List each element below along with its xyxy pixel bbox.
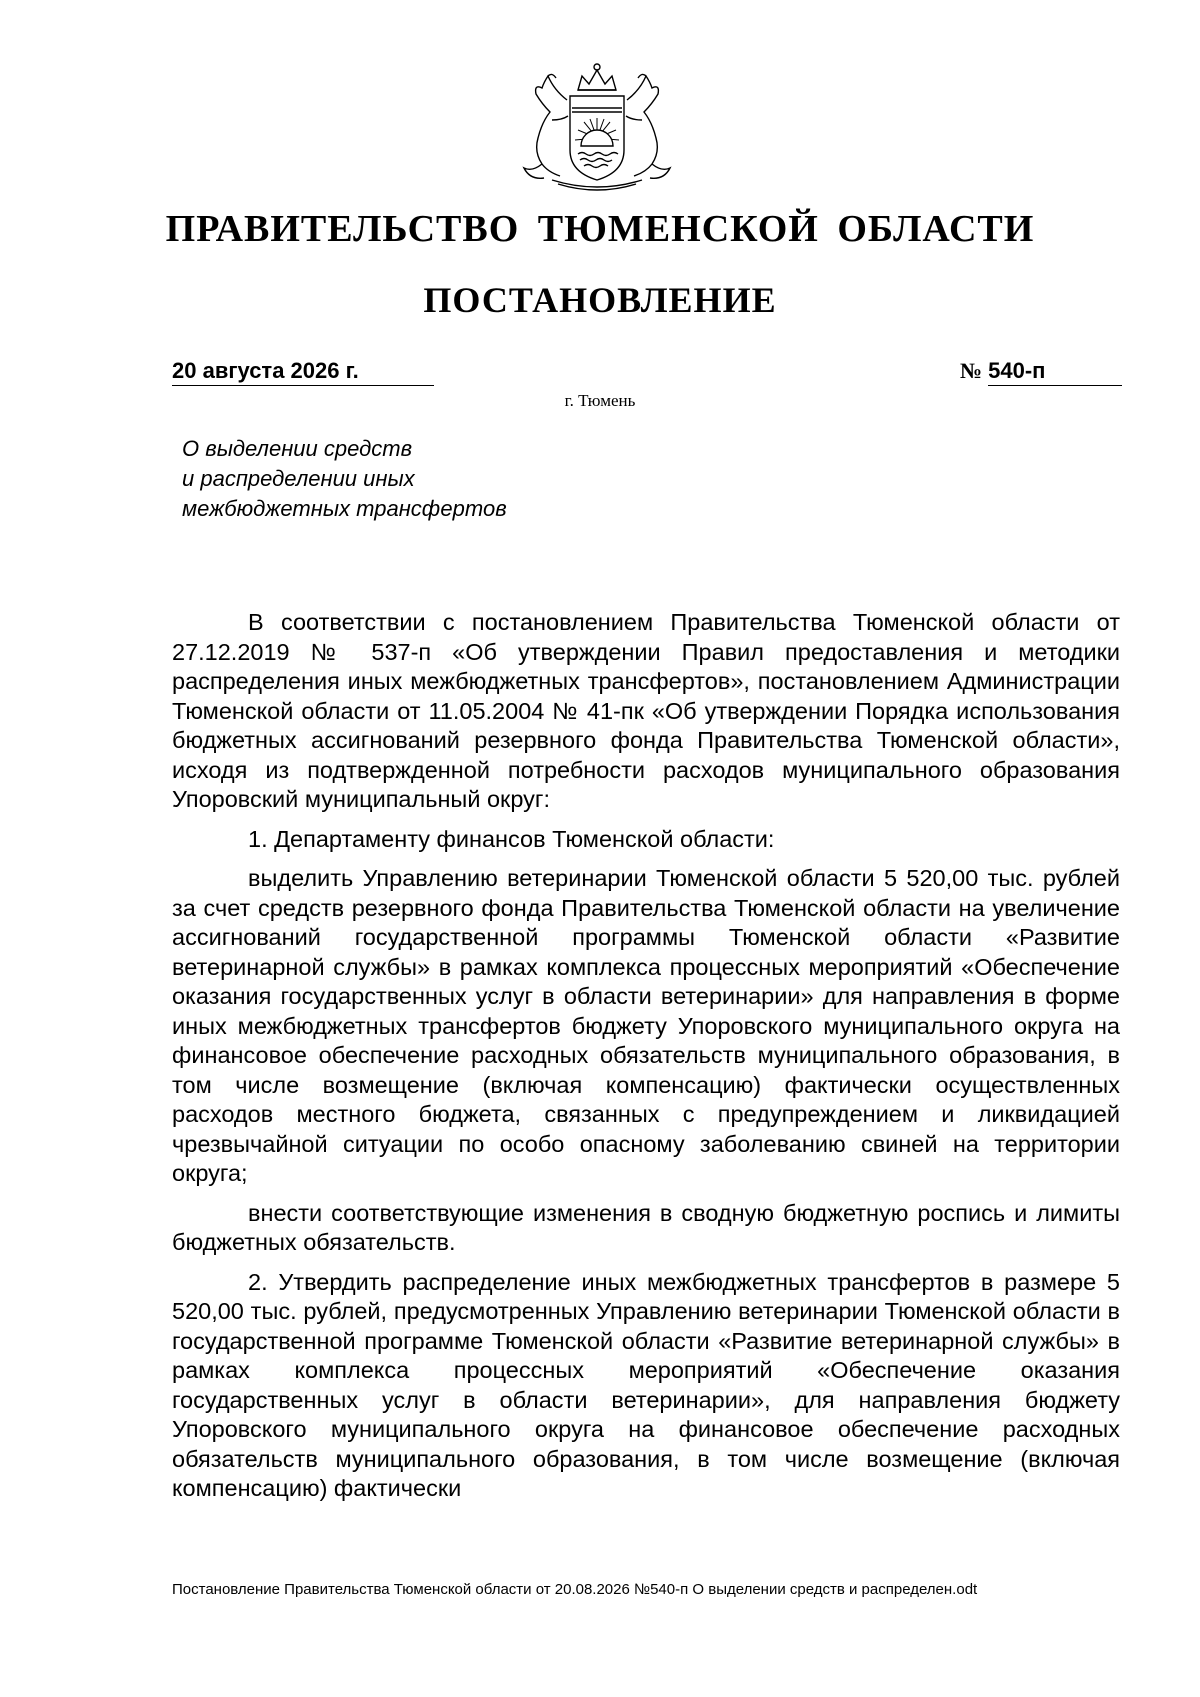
government-title: ПРАВИТЕЛЬСТВО ТЮМЕНСКОЙ ОБЛАСТИ [165,208,1035,250]
coat-of-arms-icon [512,60,682,196]
subject-line: О выделении средств [182,436,413,461]
document-date: 20 августа 2026 г. [172,357,434,386]
document-number: 540-п [988,357,1122,386]
subject-line: и распределении иных [182,466,415,491]
document-number-field [960,357,1122,386]
page-footer: Постановление Правительства Тюменской области от 20.08.2026 №540-п О выделении средств и распределен.odt [172,1581,978,1598]
body-paragraph: В соответствии с постановлением Правительства Тюменской области от 27.12.2019 № 537-п «Об утверждении Правил предоставления и методики распределения иных межбюджетных трансфертов», постановлением Администрации Тюменской области от 11.05.2004 № 41-пк «Об утверждении Порядка использования бюджетных ассигнований резервного фонда Правительства Тюменской области», исходя из подтвержденной потребности расходов муниципального образования Упоровский муниципальный округ: [172,609,1120,812]
body-paragraph: 1. Департаменту финансов Тюменской области: [248,825,775,852]
body-paragraph: выделить Управлению ветеринарии Тюменской области 5 520,00 тыс. рублей за счет средств резервного фонда Правительства Тюменской области на увеличение ассигнований государственной программы Тюменской области «Развитие ветеринарной службы» в рамках комплекса процессных мероприятий «Обеспечение оказания государственных услуг в области ветеринарии» для направления в форме иных межбюджетных трансфертов бюджету Упоровского муниципального округа на финансовое обеспечение расходных обязательств муниципального образования, в том числе возмещение (включая компенсацию) фактически осуществленных расходов местного бюджета, связанных с предупреждением и ликвидацией чрезвычайной ситуации по особо опасному заболеванию свиней на территории округа; [172,865,1120,1186]
number-sign: № [960,358,983,383]
subject-line: межбюджетных трансфертов [182,496,507,521]
city-label: г. Тюмень [564,391,636,410]
body-paragraph: 2. Утвердить распределение иных межбюджетных трансфертов в размере 5 520,00 тыс. рублей, предусмотренных Управлению ветеринарии Тюменской области в государственной программе Тюменской области «Развитие ветеринарной службы» в рамках комплекса процессных мероприятий «Обеспечение оказания государственных услуг в области ветеринарии», для направления бюджету Упоровского муниципального округа на финансовое обеспечение расходных обязательств муниципального образования, в том числе возмещение (включая компенсацию) фактически [172,1268,1120,1501]
body-paragraph: внести соответствующие изменения в сводную бюджетную роспись и лимиты бюджетных обязательств. [172,1199,1120,1255]
document-type: ПОСТАНОВЛЕНИЕ [423,280,777,320]
document-body [172,608,1120,1514]
document-subject [182,434,507,524]
